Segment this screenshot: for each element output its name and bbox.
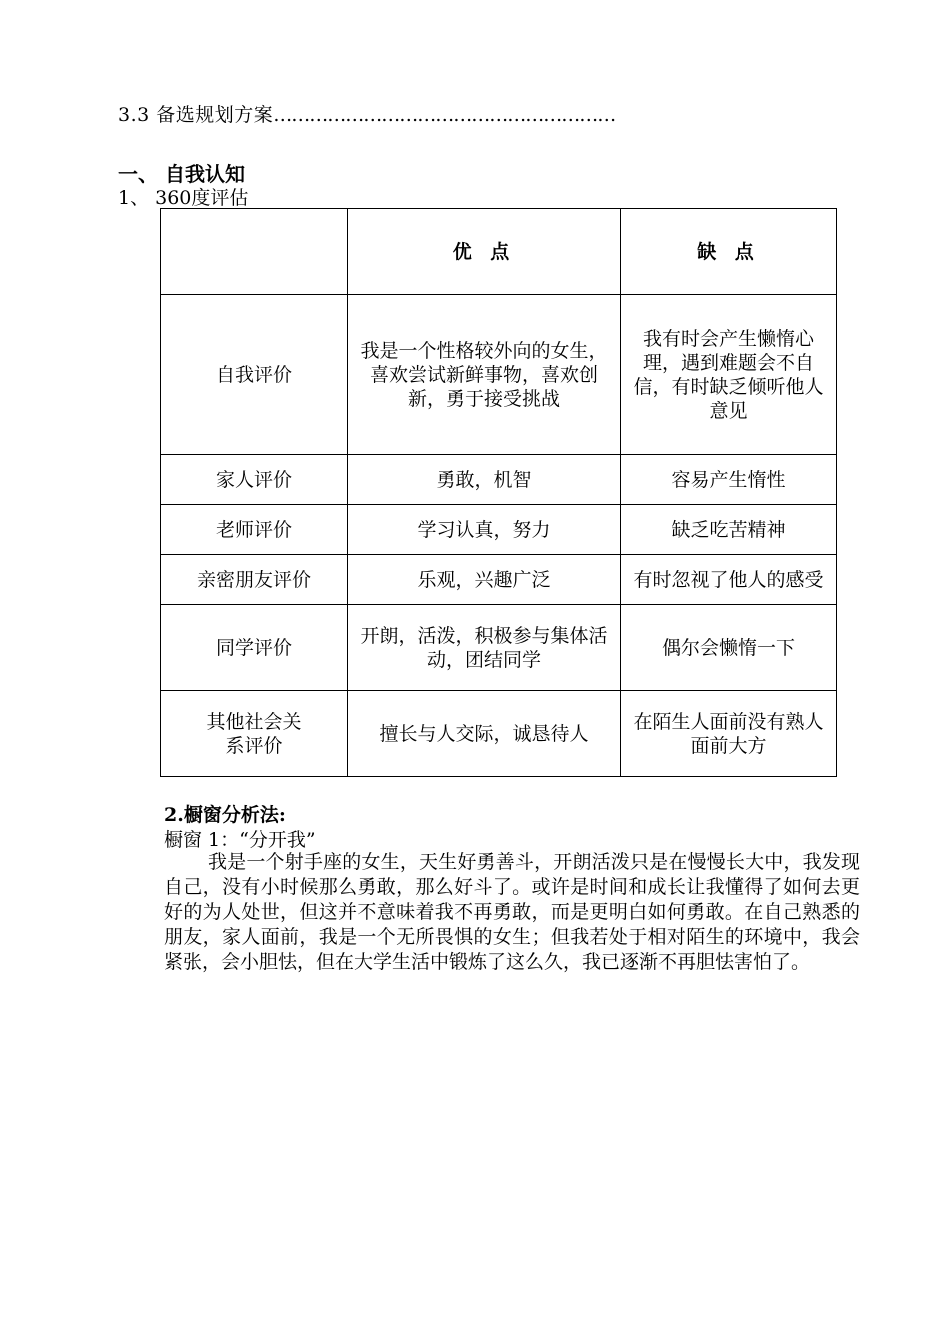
row-strengths: 学习认真，努力 [348, 505, 621, 555]
row-label: 自我评价 [161, 295, 348, 455]
row-weaknesses: 我有时会产生懒惰心理，遇到难题会不自信，有时缺乏倾听他人意见 [621, 295, 837, 455]
evaluation-table [160, 208, 837, 777]
row-label: 老师评价 [161, 505, 348, 555]
row-label: 其他社会关系评价 [161, 691, 348, 777]
window-analysis-title: 2.橱窗分析法: [164, 804, 286, 826]
header-blank [161, 209, 348, 295]
table-row [161, 455, 837, 505]
row-label: 家人评价 [161, 455, 348, 505]
toc-leader: ………………………………………………… [273, 104, 616, 126]
row-label: 同学评价 [161, 605, 348, 691]
window-analysis-body: 我是一个射手座的女生，天生好勇善斗，开朗活泼只是在慢慢长大中，我发现自己，没有小时候那么勇敢，那么好斗了。或许是时间和成长让我懂得了如何去更好的为人处世，但这并不意味着我不再勇敢，而是更明白如何勇敢。在自己熟悉的朋友，家人面前，我是一个无所畏惧的女生；但我若处于相对陌生的环境中，我会紧张，会小胆怯，但在大学生活中锻炼了这么久，我已逐渐不再胆怯害怕了。 [164, 851, 860, 973]
row-weaknesses: 缺乏吃苦精神 [621, 505, 837, 555]
table-header-row [161, 209, 837, 295]
row-label: 亲密朋友评价 [161, 555, 348, 605]
row-strengths: 擅长与人交际，诚恳待人 [348, 691, 621, 777]
row-weaknesses: 在陌生人面前没有熟人面前大方 [621, 691, 837, 777]
window-analysis-subtitle: 橱窗 1：“分开我” [164, 829, 316, 851]
row-weaknesses: 偶尔会懒惰一下 [621, 605, 837, 691]
toc-number: 3.3 [118, 104, 150, 126]
row-strengths: 勇敢，机智 [348, 455, 621, 505]
table-row [161, 295, 837, 455]
toc-entry [118, 100, 615, 127]
row-strengths: 乐观，兴趣广泛 [348, 555, 621, 605]
row-weaknesses: 有时忽视了他人的感受 [621, 555, 837, 605]
table-row [161, 605, 837, 691]
section-title: 一、 自我认知 [118, 162, 245, 186]
table-row [161, 505, 837, 555]
table-row [161, 555, 837, 605]
toc-title: 备选规划方案 [156, 104, 274, 126]
header-strengths: 优 点 [348, 209, 621, 295]
header-weaknesses: 缺 点 [621, 209, 837, 295]
row-strengths: 我是一个性格较外向的女生，喜欢尝试新鲜事物，喜欢创新，勇于接受挑战 [348, 295, 621, 455]
table-row [161, 691, 837, 777]
evaluation-title: 1、 360度评估 [118, 187, 249, 209]
row-strengths: 开朗，活泼，积极参与集体活动，团结同学 [348, 605, 621, 691]
row-weaknesses: 容易产生惰性 [621, 455, 837, 505]
